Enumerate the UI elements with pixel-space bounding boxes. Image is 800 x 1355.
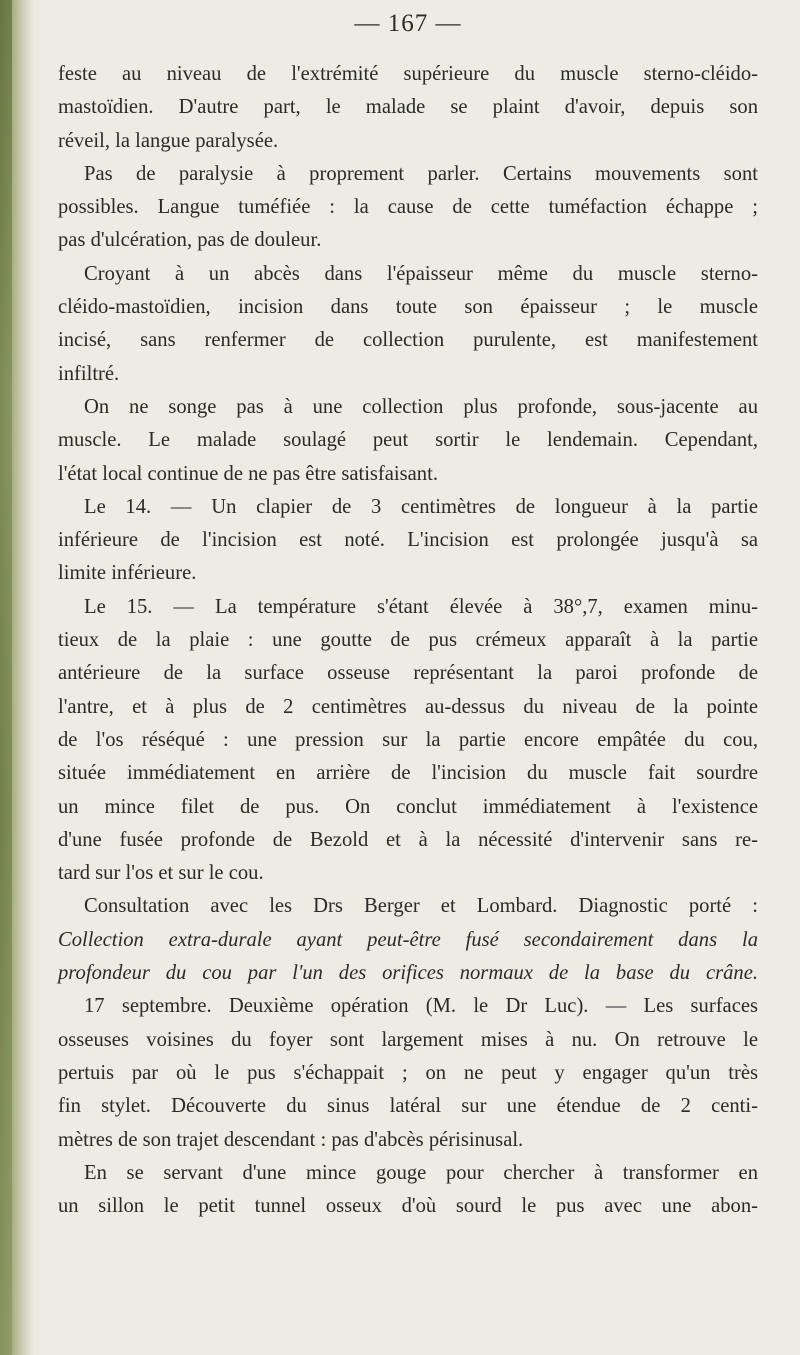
- text-line: infiltré.: [58, 362, 120, 385]
- text-line: On ne songe pas à une collection plus profonde, sous-jacente au: [84, 395, 758, 418]
- text-line: Pas de paralysie à proprement parler. Certains mouvements sont: [84, 162, 758, 185]
- binding-edge: [0, 0, 12, 1355]
- text-line: limite inférieure.: [58, 562, 197, 585]
- text-line: mastoïdien. D'autre part, le malade se plaint d'avoir, depuis son: [58, 96, 758, 119]
- text-line: fin stylet. Découverte du sinus latéral sur une étendue de 2 centi-: [58, 1095, 758, 1118]
- text-line: muscle. Le malade soulagé peut sortir le lendemain. Cependant,: [58, 429, 758, 452]
- text-line: incisé, sans renfermer de collection purulente, est manifestement: [58, 329, 758, 352]
- text-line: de l'os réséqué : une pression sur la partie encore empâtée du cou,: [58, 728, 758, 751]
- text-line: mètres de son trajet descendant : pas d'abcès périsinusal.: [58, 1128, 524, 1151]
- text-line: inférieure de l'incision est noté. L'incision est prolongée jusqu'à sa: [58, 529, 758, 552]
- text-line: Le 14. — Un clapier de 3 centimètres de longueur à la partie: [84, 495, 758, 518]
- text-line: cléido-mastoïdien, incision dans toute son épaisseur ; le muscle: [58, 296, 758, 319]
- body-text: [58, 58, 758, 1223]
- text-line: osseuses voisines du foyer sont largement mises à nu. On retrouve le: [58, 1028, 758, 1051]
- text-line: feste au niveau de l'extrémité supérieure du muscle sterno-cléido-: [58, 63, 758, 85]
- text-line: d'une fusée profonde de Bezold et à la nécessité d'intervenir sans re-: [58, 828, 758, 851]
- text-line: l'antre, et à plus de 2 centimètres au-dessus du niveau de la pointe: [58, 695, 758, 718]
- text-line: Le 15. — La température s'étant élevée à 38°,7, examen minu-: [84, 595, 758, 618]
- text-line: Croyant à un abcès dans l'épaisseur même du muscle sterno-: [84, 262, 758, 285]
- text-line: En se servant d'une mince gouge pour chercher à transformer en: [84, 1161, 758, 1184]
- text-line: tieux de la plaie : une goutte de pus crémeux apparaît à la partie: [58, 629, 758, 652]
- text-line: 17 septembre. Deuxième opération (M. le Dr Luc). — Les surfaces: [84, 995, 758, 1018]
- text-line: antérieure de la surface osseuse représentant la paroi profonde de: [58, 662, 758, 685]
- text-line: Collection extra-durale ayant peut-être fusé secondairement dans la: [58, 928, 758, 951]
- text-line: profondeur du cou par l'un des orifices normaux de la base du crâne.: [58, 962, 758, 985]
- text-line: pertuis par où le pus s'échappait ; on ne peut y engager qu'un très: [58, 1061, 758, 1084]
- text-line: un mince filet de pus. On conclut immédiatement à l'existence: [58, 795, 758, 818]
- page-number: — 167 —: [354, 10, 462, 37]
- text-line: tard sur l'os et sur le cou.: [58, 862, 264, 885]
- text-line: pas d'ulcération, pas de douleur.: [58, 229, 322, 252]
- text-line: un sillon le petit tunnel osseux d'où sourd le pus avec une abon-: [58, 1195, 758, 1218]
- text-line: possibles. Langue tuméfiée : la cause de cette tuméfaction échappe ;: [58, 196, 758, 219]
- text-line: l'état local continue de ne pas être satisfaisant.: [58, 462, 438, 485]
- text-line: réveil, la langue paralysée.: [58, 129, 279, 152]
- text-line: située immédiatement en arrière de l'incision du muscle fait sourdre: [58, 762, 758, 785]
- text-line: Consultation avec les Drs Berger et Lombard. Diagnostic porté :: [84, 895, 758, 918]
